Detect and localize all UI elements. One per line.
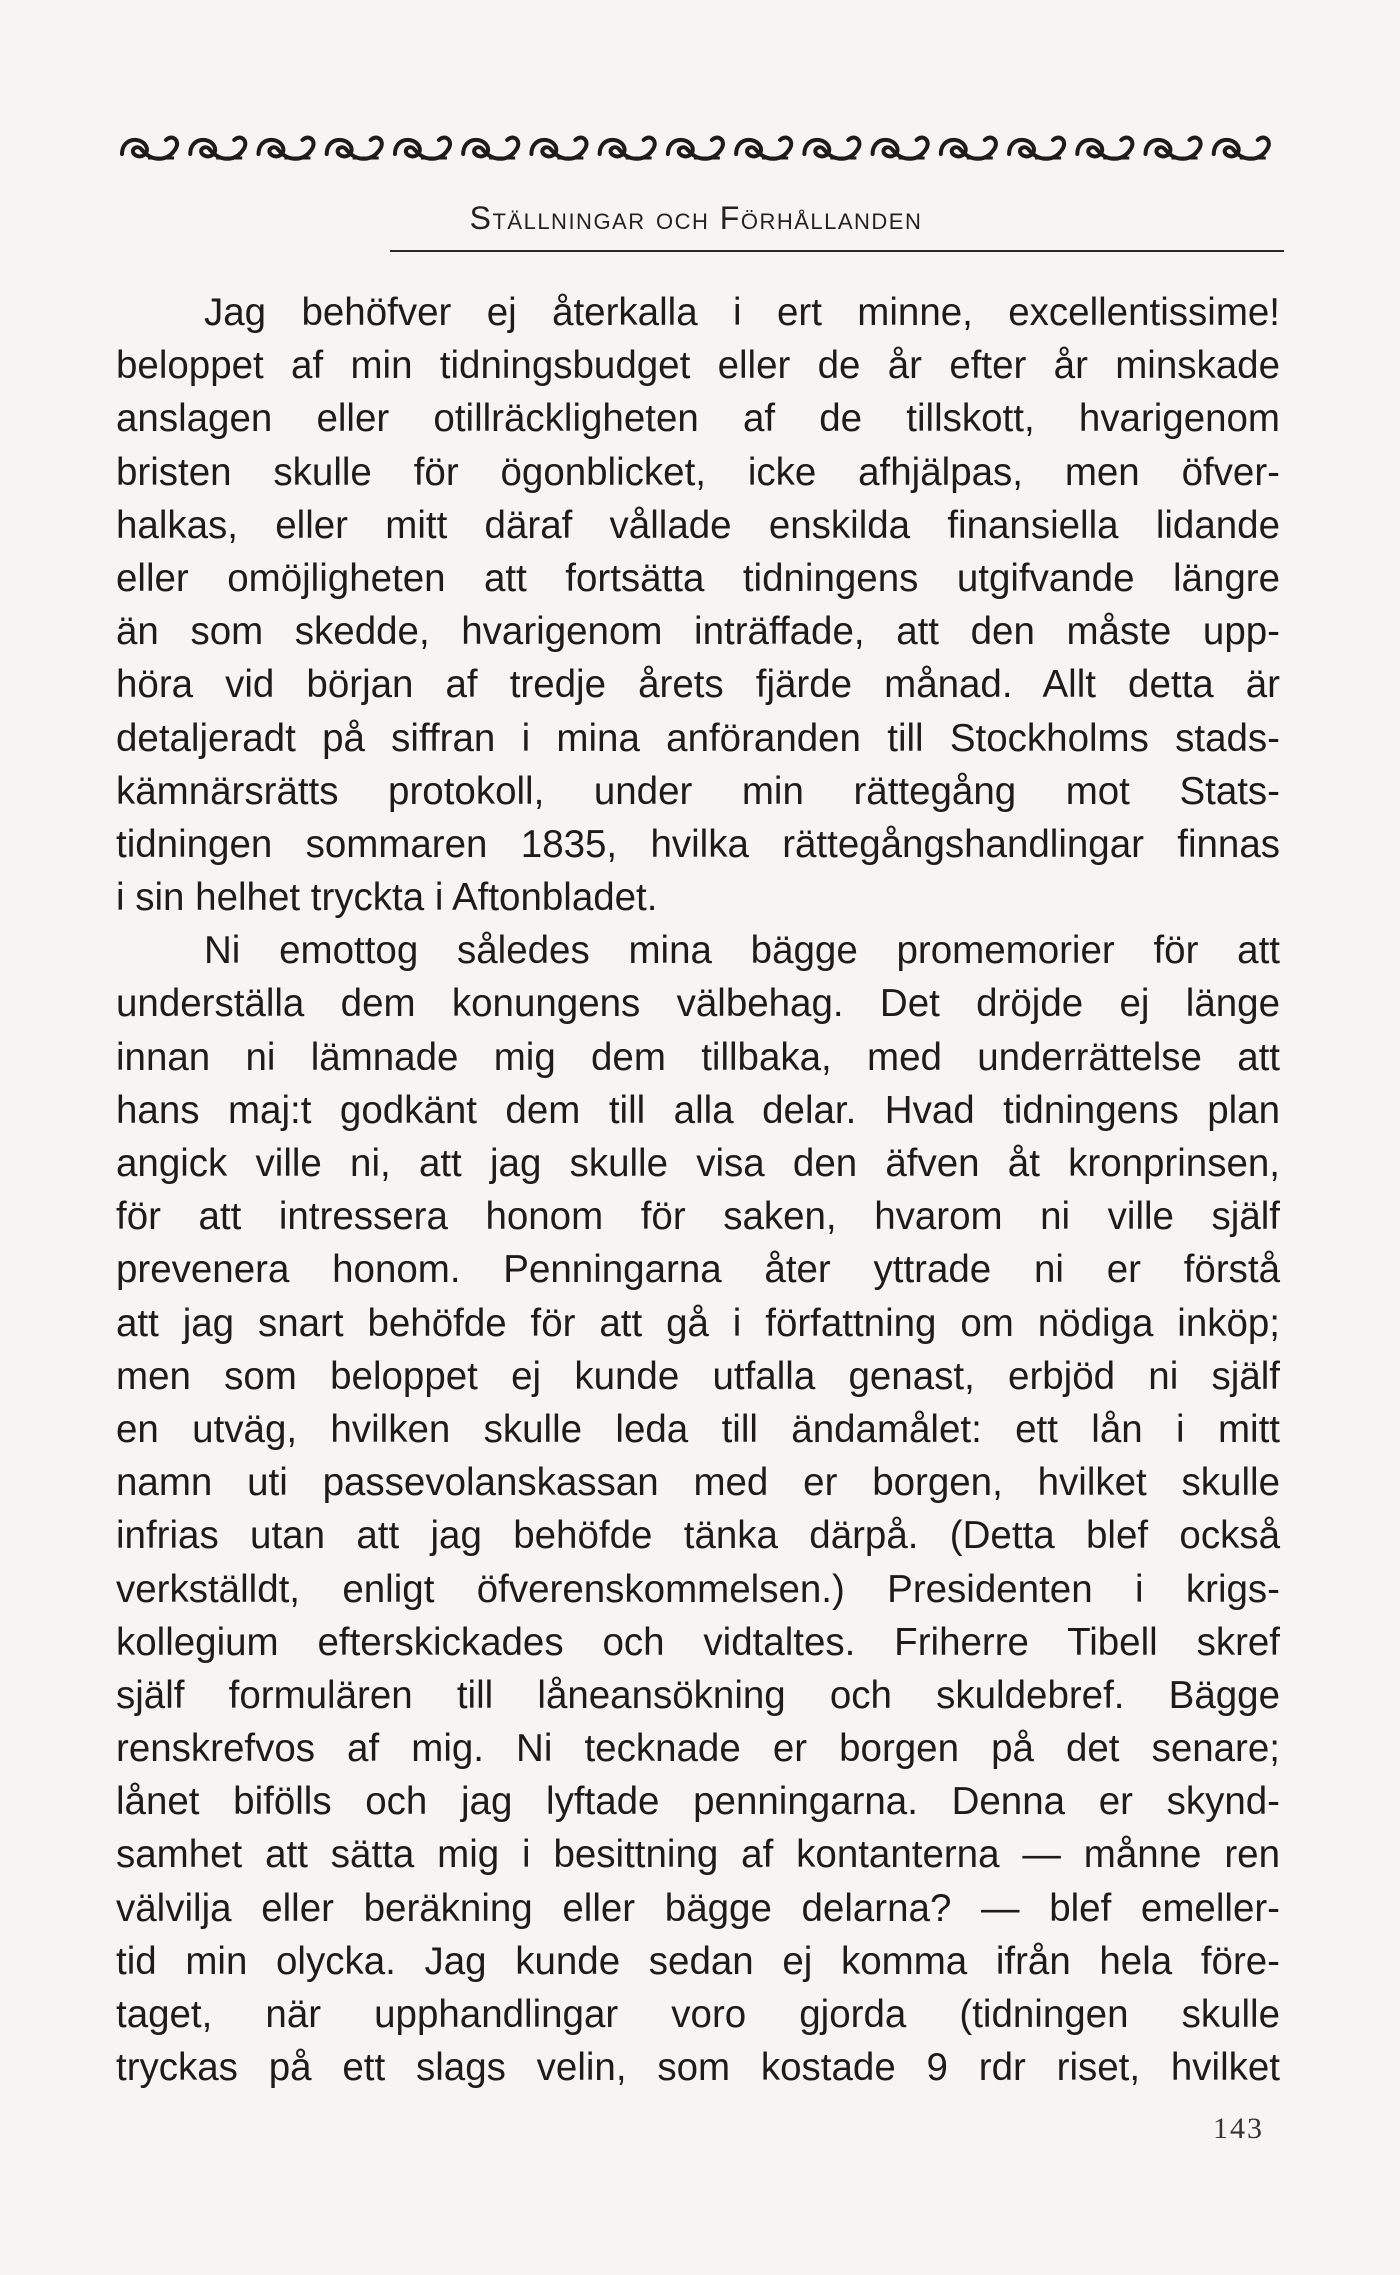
text-line: samhet att sätta mig i besittning af kontanterna — månne ren (116, 1833, 1280, 1877)
text-line: kämnärsrätts protokoll, under min rättegång mot Stats- (116, 769, 1280, 813)
scroll-ornament-icon (116, 126, 1276, 166)
text-line: tid min olycka. Jag kunde sedan ej komma ifrån hela före- (116, 1939, 1280, 1983)
text-line: för att intressera honom för saken, hvarom ni ville själf (116, 1195, 1280, 1239)
text-line: verkställdt, enligt öfverenskommelsen.) Presidenten i krigs- (116, 1567, 1280, 1611)
text-line: i sin helhet tryckta i Aftonbladet. (116, 876, 658, 920)
text-line: än som skedde, hvarigenom inträffade, att den måste upp- (116, 610, 1280, 654)
text-line: höra vid början af tredje årets fjärde månad. Allt detta är (116, 663, 1280, 707)
text-line: taget, när upphandlingar voro gjorda (tidningen skulle (116, 1993, 1280, 2036)
text-line: välvilja eller beräkning eller bägge delarna? — blef emeller- (116, 1886, 1280, 1930)
text-line: underställa dem konungens välbehag. Det dröjde ej länge (116, 982, 1280, 1026)
text-line: hans maj:t godkänt dem till alla delar. Hvad tidningens plan (116, 1088, 1280, 1132)
text-line: Ni emottog således mina bägge promemorier för att (204, 929, 1280, 973)
page-number: 143 (1213, 2112, 1264, 2145)
text-line: tryckas på ett slags velin, som kostade 9 rdr riset, hvilket (116, 2046, 1280, 2090)
text-line: infrias utan att jag behöfde tänka därpå. (Detta blef också (116, 1514, 1280, 1558)
text-line: detaljeradt på siffran i mina anföranden till Stockholms stads- (116, 716, 1280, 760)
text-line: eller omöjligheten att fortsätta tidningens utgifvande längre (116, 556, 1280, 600)
text-line: en utväg, hvilken skulle leda till ändamålet: ett lån i mitt (116, 1407, 1280, 1451)
text-line: kollegium efterskickades och vidtaltes. Friherre Tibell skref (116, 1620, 1280, 1664)
text-line: innan ni lämnade mig dem tillbaka, med underrättelse att (116, 1035, 1280, 1079)
text-line: angick ville ni, att jag skulle visa den äfven åt kronprinsen, (116, 1142, 1280, 1185)
text-line: prevenera honom. Penningarna åter yttrade ni er förstå (116, 1248, 1280, 1292)
text-line: tidningen sommaren 1835, hvilka rättegångshandlingar finnas (116, 822, 1280, 866)
text-line: men som beloppet ej kunde utfalla genast, erbjöd ni själf (116, 1354, 1280, 1398)
text-line: lånet bifölls och jag lyftade penningarna. Denna er skynd- (116, 1780, 1280, 1824)
text-line: bristen skulle för ögonblicket, icke afhjälpas, men öfver- (116, 450, 1280, 494)
text-line: renskrefvos af mig. Ni tecknade er borgen på det senare; (116, 1727, 1280, 1771)
body-text (116, 286, 1280, 2094)
text-line: själf formulären till låneansökning och skuldebref. Bägge (116, 1673, 1280, 1717)
header-rule (390, 250, 1284, 252)
running-head: Ställningar och Förhållanden (469, 200, 923, 236)
text-line: anslagen eller otillräckligheten af de tillskott, hvarigenom (116, 397, 1280, 441)
text-line: Jag behöfver ej återkalla i ert minne, excellentissime! (204, 291, 1280, 334)
text-line: namn uti passevolanskassan med er borgen, hvilket skulle (116, 1461, 1280, 1505)
text-line: att jag snart behöfde för att gå i författning om nödiga inköp; (116, 1301, 1280, 1345)
text-line: halkas, eller mitt däraf vållade enskilda finansiella lidande (116, 503, 1280, 547)
text-line: beloppet af min tidningsbudget eller de år efter år minskade (116, 344, 1280, 388)
